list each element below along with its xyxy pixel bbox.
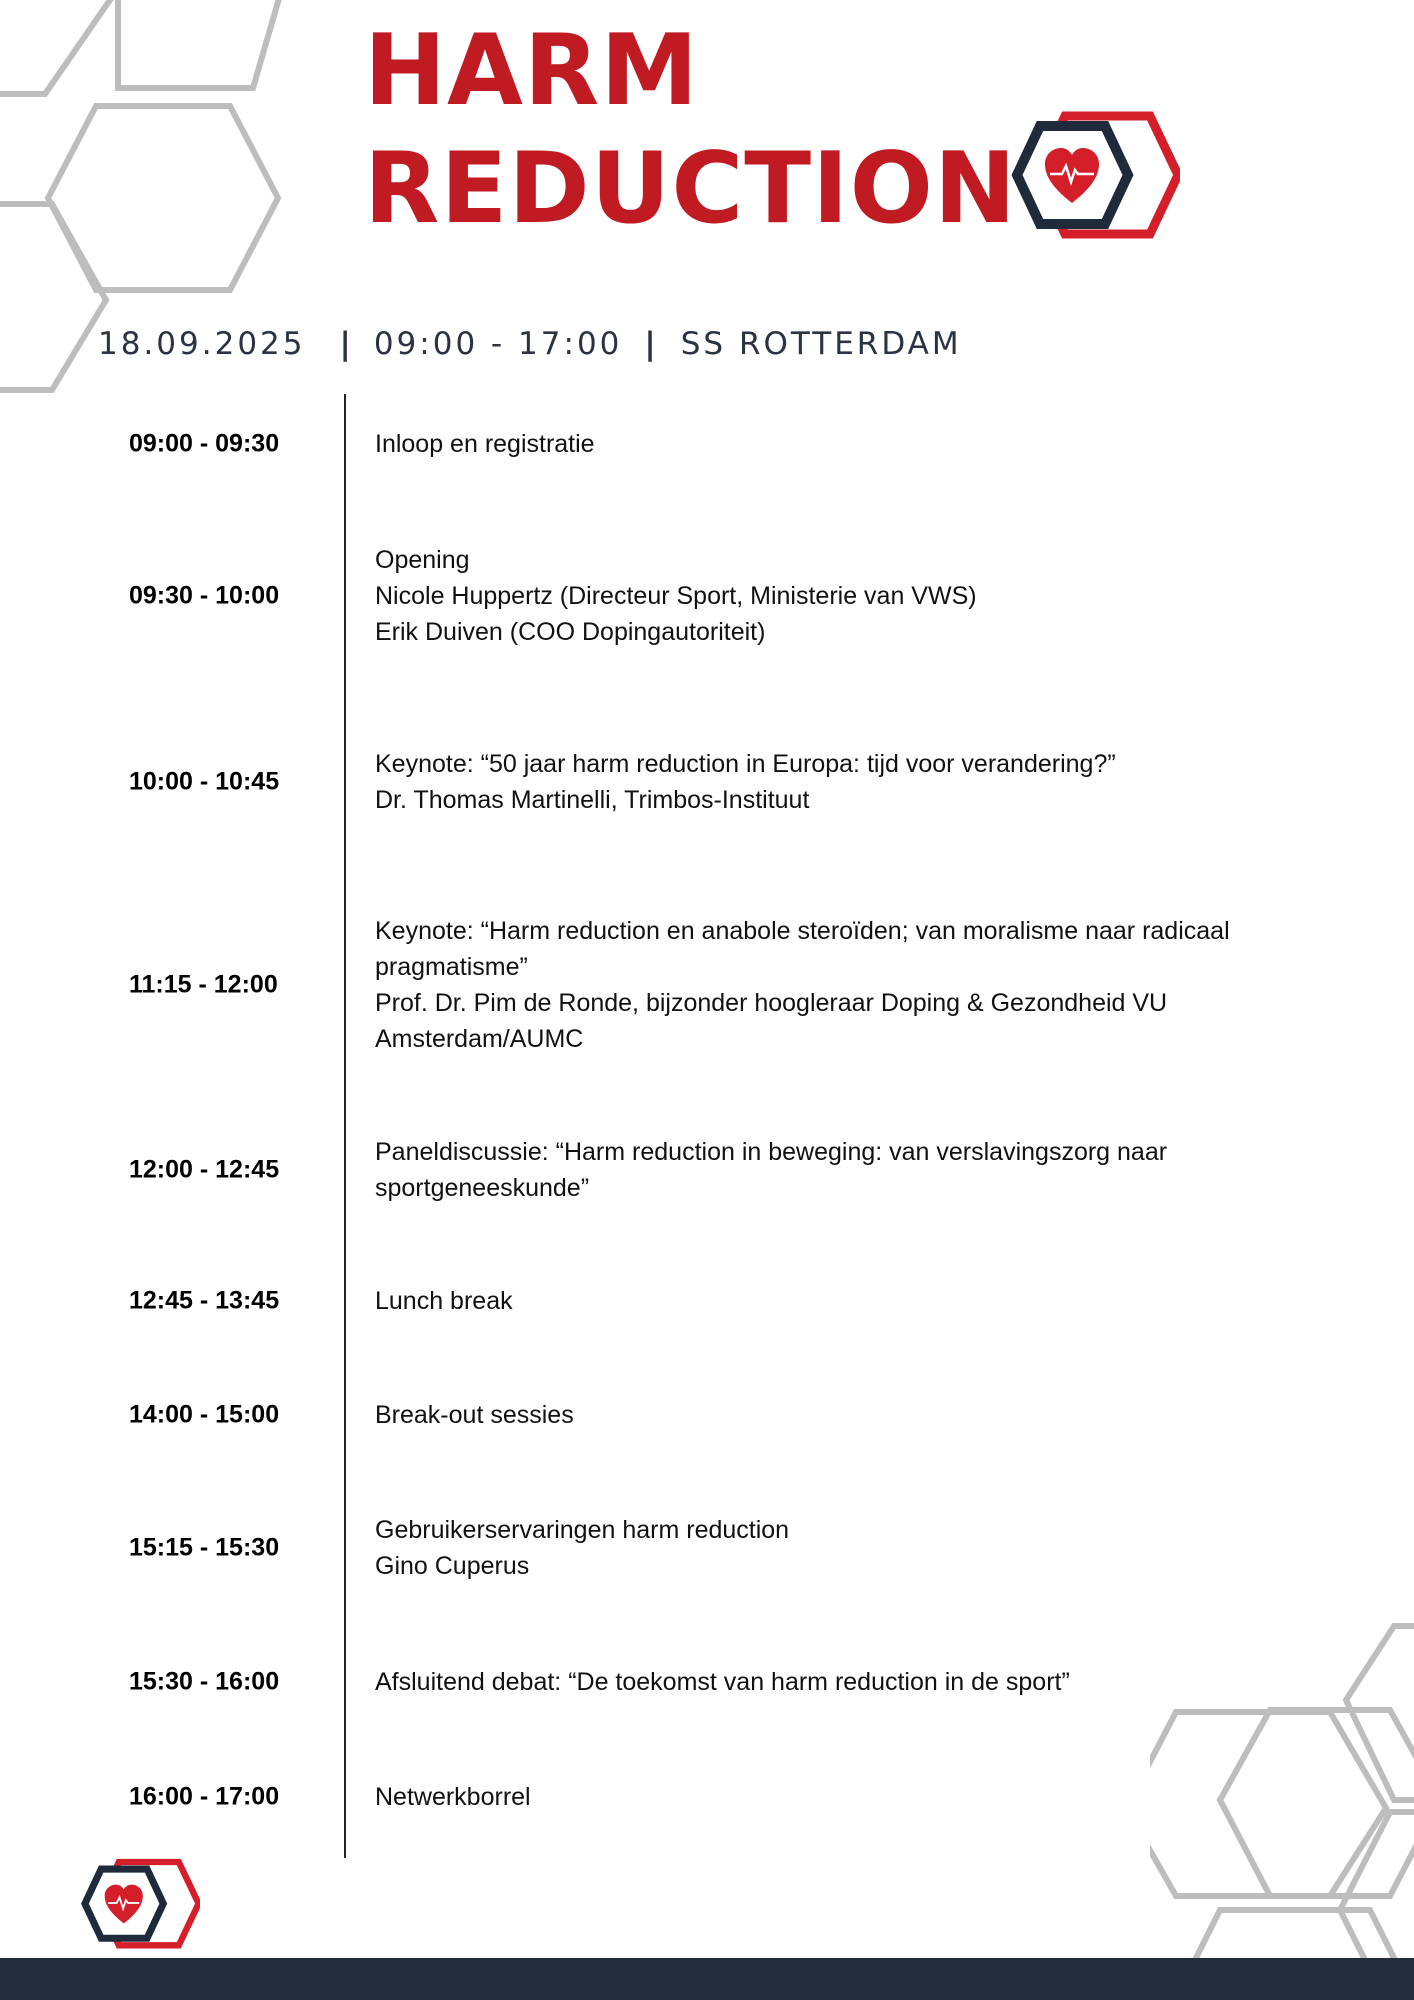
heart-hexagon-logo-icon <box>1010 108 1180 243</box>
schedule-item <box>0 1664 1414 1700</box>
schedule-item <box>0 1779 1414 1815</box>
schedule-description: Opening Nicole Huppertz (Directeur Sport, Ministerie van VWS) Erik Duiven (COO Dopingautoriteit) <box>375 546 977 646</box>
schedule-description: Keynote: “50 jaar harm reduction in Europa: tijd voor verandering?” Dr. Thomas Martinelli, Trimbos-Instituut <box>375 750 1116 814</box>
schedule-time: 12:00 - 12:45 <box>129 1155 280 1184</box>
schedule-time: 10:00 - 10:45 <box>129 767 280 796</box>
schedule-item <box>0 746 1414 818</box>
schedule-item <box>0 408 1414 480</box>
schedule-description: Lunch break <box>375 1287 513 1315</box>
event-location: SS ROTTERDAM <box>680 326 962 362</box>
hexagon-decoration-bottom-right <box>1150 1540 1414 2000</box>
event-info <box>98 326 962 362</box>
title-reduction: REDUCTION <box>364 132 1017 246</box>
schedule-description: Gebruikerservaringen harm reduction Gino Cuperus <box>375 1516 790 1580</box>
schedule-item <box>0 1283 1414 1319</box>
schedule-time: 11:15 - 12:00 <box>129 970 278 999</box>
separator: | <box>339 326 354 362</box>
schedule-time: 15:30 - 16:00 <box>129 1667 280 1696</box>
event-time-range: 09:00 - 17:00 <box>373 326 623 362</box>
schedule-description: Keynote: “Harm reduction en anabole steroïden; van moralisme naar radicaal pragmatisme” Prof. Dr. Pim de Ronde, bijzonder hoogleraar Doping & Gezondheid VU Amsterdam/AUMC <box>375 917 1230 1053</box>
schedule-time: 15:15 - 15:30 <box>129 1533 280 1562</box>
schedule-description: Paneldiscussie: “Harm reduction in beweging: van verslavingszorg naar sportgeneeskunde” <box>375 1138 1168 1202</box>
schedule-time: 09:30 - 10:00 <box>129 581 280 610</box>
separator: | <box>644 326 659 362</box>
title-harm: HARM <box>364 14 699 128</box>
footer-bar <box>0 1958 1414 2000</box>
schedule-description: Netwerkborrel <box>375 1783 531 1811</box>
schedule-time: 09:00 - 09:30 <box>129 429 280 458</box>
schedule-item <box>0 542 1414 650</box>
schedule-time: 14:00 - 15:00 <box>129 1400 280 1429</box>
event-date: 18.09.2025 <box>98 326 306 362</box>
schedule-item <box>0 913 1414 1057</box>
schedule-description: Inloop en registratie <box>375 430 595 458</box>
schedule-description: Break-out sessies <box>375 1401 574 1429</box>
schedule-item <box>0 1397 1414 1433</box>
schedule-item <box>0 1134 1414 1206</box>
schedule-item <box>0 1512 1414 1584</box>
schedule-description: Afsluitend debat: “De toekomst van harm reduction in de sport” <box>375 1668 1070 1696</box>
schedule-time: 12:45 - 13:45 <box>129 1286 280 1315</box>
heart-hexagon-logo-icon <box>80 1856 200 1952</box>
schedule-time: 16:00 - 17:00 <box>129 1782 280 1811</box>
